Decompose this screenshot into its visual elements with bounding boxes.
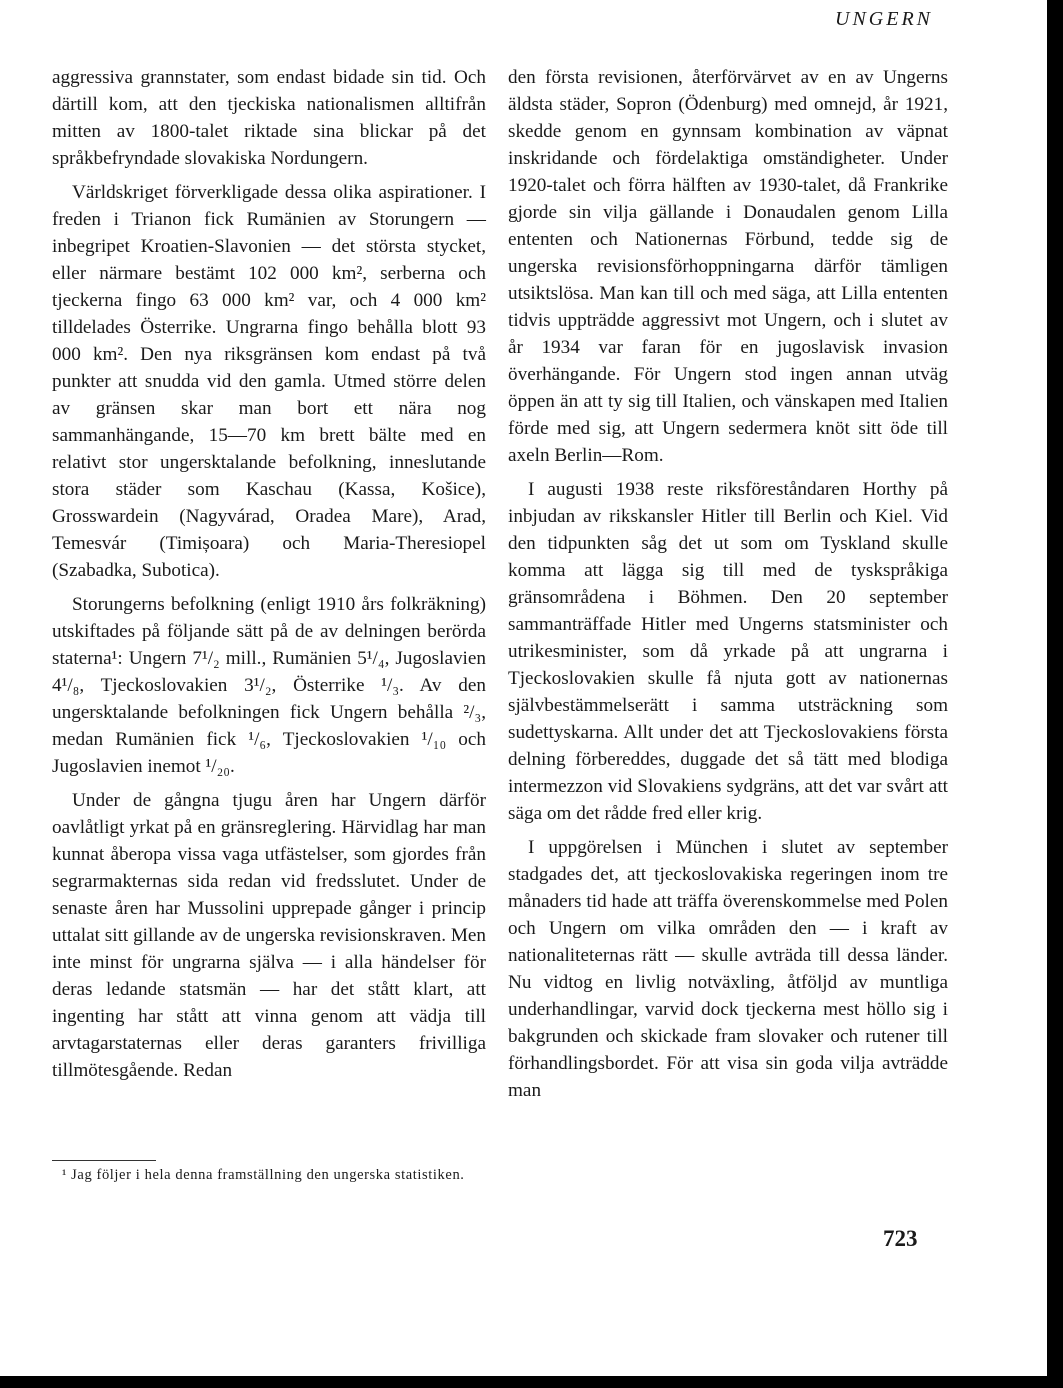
paragraph: den första revisionen, återförvärvet av en av Ungerns äldsta städer, Sopron (Ödenburg) med omnejd, år 1921, skedde genom en gynnsam kombination av väpnat inskridande och fördelaktiga omständigheter. Under 1920-talet och förra hälften av 1930-talet, då Frankrike gjorde sin vilja gällande i Donaudalen genom Lilla ententen och Nationernas Förbund, tedde sig de ungerska revisionsförhoppningarna därför tämligen utsiktslösa. Man kan till och med säga, att Lilla ententen tidvis uppträdde aggressivt mot Ungern, och i slutet av år 1934 var faran för en jugoslavisk invasion överhängande. För Ungern stod ingen annan utväg öppen än att ty sig till Italien, och vänskapen med Italien förde med sig, att Ungern sedermera knöt sitt öde till axeln Berlin—Rom. <box>508 67 948 466</box>
page-number: 723 <box>883 1226 918 1251</box>
paragraph: Storungerns befolkning (enligt 1910 års folkräkning) utskiftades på följande sätt på de av delningen berörda staterna¹: Ungern 7¹/₂ mill., Rumänien 5¹/₄, Jugoslavien 4¹/₈, Tjeckoslovakien 3¹/₂, Österrike ¹/₃. Av den ungersktalande befolkningen fick Ungern behålla ²/₃, medan Rumänien fick ¹/₆, Tjeckoslovakien ¹/₁₀ och Jugoslavien inemot ¹/₂₀. <box>52 594 486 777</box>
left-column <box>52 64 486 1091</box>
scan-border-right <box>1047 0 1063 1388</box>
footnote-rule <box>52 1160 156 1161</box>
running-head: UNGERN <box>835 8 933 30</box>
paragraph: I uppgörelsen i München i slutet av september stadgades det, att tjeckoslovakiska regeringen inom tre månaders tid hade att träffa överenskommelse med Polen och Ungern om vilka områden den — i kraft av nationaliteternas rätt — skulle avträda till dessa länder. Nu vidtog en livlig notväxling, åtföljd av muntliga underhandlingar, varvid dock tjeckerna mest höllo sig i bakgrunden och skickade fram slovaker och rutener till förhandlingsbordet. För att visa sin goda vilja avträdde man <box>508 837 948 1101</box>
scan-border-bottom <box>0 1376 1063 1388</box>
paragraph: Under de gångna tjugu åren har Ungern därför oavlåtligt yrkat på en gränsreglering. Härvidlag har man kunnat åberopa vissa vaga utfästelser, som gjordes från segrarmakternas sida redan vid fredsslutet. Under de senaste åren har Mussolini upprepade gånger i princip uttalat sitt gillande av de ungerska revisionskraven. Men inte minst för ungrarna själva — i alla händelser för deras ledande statsmän — har det stått klart, att ingenting har stått att vinna genom att vädja till arvtagarstaternas eller deras garanters frivilliga tillmötesgående. Redan <box>52 790 486 1081</box>
footnote: ¹ Jag följer i hela denna framställning den ungerska statistiken. <box>62 1167 465 1183</box>
paragraph: Världskriget förverkligade dessa olika aspirationer. I freden i Trianon fick Rumänien av Storungern — inbegripet Kroatien-Slavonien — det största stycket, eller närmare bestämt 102 000 km², serberna och tjeckerna fingo 63 000 km² var, och 4 000 km² tilldelades Österrike. Ungrarna fingo behålla blott 93 000 km². Den nya riksgränsen kom endast på två punkter att snudda vid den gamla. Utmed större delen av gränsen skar man bort ett nära nog sammanhängande, 15—70 km brett bälte med en relativt stor ungersktalande befolkning, inneslutande stora städer som Kaschau (Kassa, Košice), Grosswardein (Nagyvárad, Oradea Mare), Arad, Temesvár (Timișoara) och Maria-Theresiopel (Szabadka, Subotica). <box>52 182 486 581</box>
paragraph: aggressiva grannstater, som endast bidade sin tid. Och därtill kom, att den tjeckiska nationalismen alltifrån mitten av 1800-talet riktade sina blickar på det språkbefryndade slovakiska Nordungern. <box>52 67 486 169</box>
paragraph: I augusti 1938 reste riksföreståndaren Horthy på inbjudan av rikskansler Hitler till Berlin och Kiel. Vid den tidpunkten såg det ut som om Tyskland skulle komma att lägga sig till med de tyskspråkiga gränsområdena i Böhmen. Den 20 september sammanträffade Hitler med Ungerns statsminister och utrikesminister, som då yrkade på att ungrarna i Tjeckoslovakien skulle få njuta gott av nationernas självbestämmelserätt i samma utsträckning som sudettyskarna. Allt under det att Tjeckoslovakiens första delning förbereddes, duggade det så tätt med blodiga intermezzon vid Slovakiens sydgräns, att det var svårt att säga om det rådde fred eller krig. <box>508 479 948 824</box>
right-column <box>508 64 948 1111</box>
